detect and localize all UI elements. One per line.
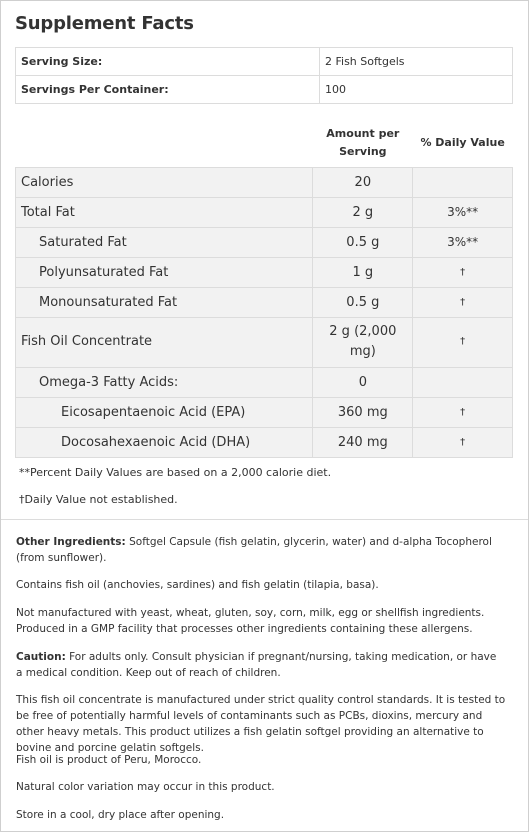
other-ingredients (16, 534, 506, 566)
origin-statement: Fish oil is product of Peru, Morocco. (16, 754, 202, 766)
row-name: Polyunsaturated Fat (16, 257, 313, 287)
row-amount: 0.5 g (313, 227, 413, 257)
row-amount: 240 mg (313, 427, 413, 457)
caution-label: Caution: (16, 651, 66, 663)
row-daily-value (413, 167, 513, 197)
color-statement: Natural color variation may occur in this product. (16, 781, 275, 793)
caution-statement (16, 649, 506, 681)
row-daily-value (413, 367, 513, 397)
table-row (16, 397, 513, 427)
servings-per-container-row (16, 76, 513, 104)
section-divider (1, 519, 528, 520)
other-ingredients-label: Other Ingredients: (16, 536, 126, 548)
footnote-not-established: †Daily Value not established. (19, 493, 178, 506)
table-row (16, 427, 513, 457)
row-daily-value: 3%** (413, 227, 513, 257)
servings-per-container-label: Servings Per Container: (16, 76, 320, 104)
header-amount (313, 120, 413, 167)
header-amount-line1: Amount per (326, 127, 400, 141)
row-name: Omega-3 Fatty Acids: (16, 367, 313, 397)
page-title: Supplement Facts (15, 13, 194, 34)
row-name: Fish Oil Concentrate (16, 317, 313, 367)
row-amount-line1: 2 g (2,000 (329, 324, 397, 339)
caution-text: For adults only. Consult physician if pregnant/nursing, taking medication, or have a medical condition. Keep out of reach of children. (16, 651, 497, 679)
row-amount: 2 g (313, 197, 413, 227)
facts-header-row (16, 120, 513, 167)
row-daily-value: † (413, 427, 513, 457)
nutrition-facts-table (15, 120, 513, 458)
serving-size-value: 2 Fish Softgels (320, 48, 513, 76)
header-amount-line2: Serving (339, 145, 387, 159)
row-daily-value: † (413, 317, 513, 367)
serving-table (15, 47, 513, 104)
serving-size-row (16, 48, 513, 76)
row-name: Calories (16, 167, 313, 197)
table-row (16, 317, 513, 367)
row-amount-line2: mg) (349, 344, 376, 359)
table-row (16, 257, 513, 287)
quality-statement: This fish oil concentrate is manufactured under strict quality control standards. It is tested to be free of potentially harmful levels of contaminants such as PCBs, dioxins, mercury and other heavy metals. This product utilizes a fish gelatin softgel providing an alternative to bovine and porcine gelatin softgels. (16, 694, 506, 754)
row-daily-value: † (413, 257, 513, 287)
other-ingredients-text: Softgel Capsule (fish gelatin, glycerin, water) and d-alpha Tocopherol (from sunflower). (16, 536, 492, 564)
table-row (16, 197, 513, 227)
table-row (16, 287, 513, 317)
header-blank (16, 120, 313, 167)
allergen-statement: Not manufactured with yeast, wheat, gluten, soy, corn, milk, egg or shellfish ingredients. Produced in a GMP facility that processes other ingredients containing these allergens. (16, 607, 485, 635)
row-daily-value: † (413, 287, 513, 317)
footnote-percent: **Percent Daily Values are based on a 2,000 calorie diet. (19, 466, 332, 479)
table-row (16, 167, 513, 197)
row-amount: 20 (313, 167, 413, 197)
row-amount (313, 317, 413, 367)
row-name: Docosahexaenoic Acid (DHA) (16, 427, 313, 457)
contains-statement: Contains fish oil (anchovies, sardines) and fish gelatin (tilapia, basa). (16, 579, 379, 591)
row-name: Total Fat (16, 197, 313, 227)
row-amount: 360 mg (313, 397, 413, 427)
row-daily-value: † (413, 397, 513, 427)
storage-statement: Store in a cool, dry place after opening. (16, 809, 225, 821)
row-name: Saturated Fat (16, 227, 313, 257)
servings-per-container-value: 100 (320, 76, 513, 104)
row-name: Eicosapentaenoic Acid (EPA) (16, 397, 313, 427)
row-amount: 0 (313, 367, 413, 397)
table-row (16, 367, 513, 397)
table-row (16, 227, 513, 257)
header-daily-value: % Daily Value (420, 136, 505, 150)
serving-size-label: Serving Size: (16, 48, 320, 76)
row-daily-value: 3%** (413, 197, 513, 227)
row-amount: 0.5 g (313, 287, 413, 317)
row-name: Monounsaturated Fat (16, 287, 313, 317)
row-amount: 1 g (313, 257, 413, 287)
